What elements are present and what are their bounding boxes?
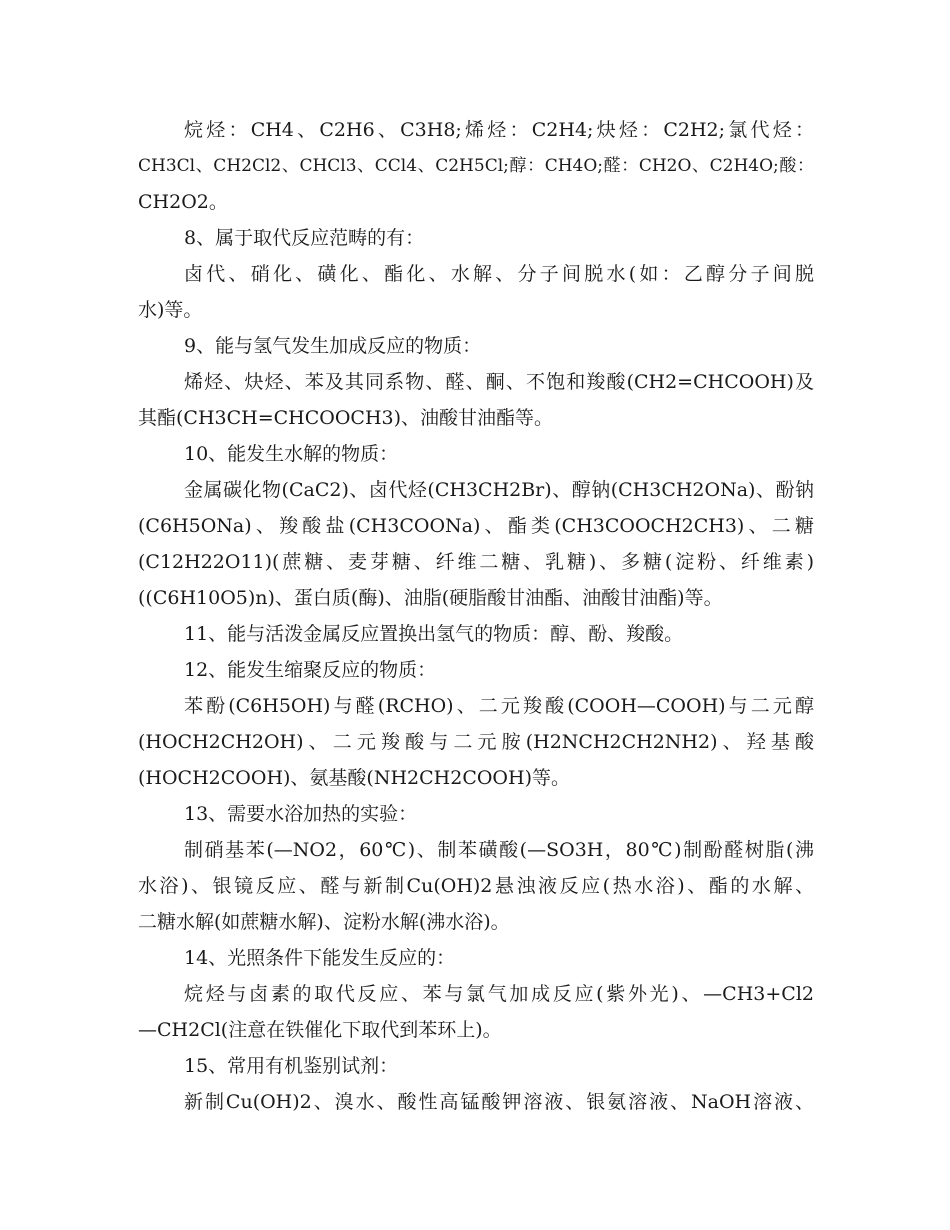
section-heading-8: 8、属于取代反应范畴的有：: [184, 227, 425, 249]
section-heading-11: 11、能与活泼金属反应置换出氢气的物质：醇、酚、羧酸。: [184, 623, 684, 645]
paragraph-line: (C12H22O11)(蔗糖、麦芽糖、纤维二糖、乳糖)、多糖(淀粉、纤维素): [138, 551, 814, 573]
section-heading-12: 12、能发生缩聚反应的物质：: [184, 659, 437, 681]
paragraph-line: (HOCH2COOH)、氨基酸(NH2CH2COOH)等。: [138, 767, 570, 789]
paragraph-line: ((C6H10O5)n)、蛋白质(酶)、油脂(硬脂酸甘油酯、油酸甘油酯)等。: [138, 587, 723, 609]
paragraph-line: 烷烃与卤素的取代反应、苯与氯气加成反应(紫外光)、—CH3+Cl2: [184, 983, 814, 1005]
paragraph-line: 水浴)、银镜反应、醛与新制Cu(OH)2悬浊液反应(热水浴)、酯的水解、: [138, 875, 814, 897]
paragraph-line: 烯烃、炔烃、苯及其同系物、醛、酮、不饱和羧酸(CH2=CHCOOH)及: [184, 371, 814, 393]
paragraph-line: 烷烃：CH4、C2H6、C3H8;烯烃：C2H4;炔烃：C2H2;氯代烃：: [184, 119, 814, 141]
section-heading-9: 9、能与氢气发生加成反应的物质：: [184, 335, 482, 357]
section-heading-13: 13、需要水浴加热的实验：: [184, 803, 418, 825]
paragraph-line: 卤代、硝化、磺化、酯化、水解、分子间脱水(如：乙醇分子间脱: [184, 263, 814, 285]
paragraph-line: 新制Cu(OH)2、溴水、酸性高锰酸钾溶液、银氨溶液、NaOH溶液、: [184, 1091, 814, 1113]
paragraph-line: —CH2Cl(注意在铁催化下取代到苯环上)。: [138, 1019, 502, 1041]
paragraph-line: (HOCH2CH2OH)、二元羧酸与二元胺(H2NCH2CH2NH2)、羟基酸: [138, 731, 814, 753]
paragraph-line: 其酯(CH3CH=CHCOOCH3)、油酸甘油酯等。: [138, 407, 554, 429]
section-heading-10: 10、能发生水解的物质：: [184, 443, 399, 465]
section-heading-15: 15、常用有机鉴别试剂：: [184, 1055, 399, 1077]
paragraph-line: CH2O2。: [138, 191, 228, 213]
paragraph-line: 二糖水解(如蔗糖水解)、淀粉水解(沸水浴)。: [138, 911, 510, 933]
paragraph-line: CH3Cl、CH2Cl2、CHCl3、CCl4、C2H5Cl;醇：CH4O;醛：CH2O、C2H4O;酸：: [138, 156, 814, 176]
section-heading-14: 14、光照条件下能发生反应的：: [184, 947, 456, 969]
paragraph-line: 苯酚(C6H5OH)与醛(RCHO)、二元羧酸(COOH—COOH)与二元醇: [184, 695, 814, 717]
paragraph-line: 水)等。: [138, 299, 203, 321]
paragraph-line: (C6H5ONa)、羧酸盐(CH3COONa)、酯类(CH3COOCH2CH3)、二糖: [138, 515, 814, 537]
paragraph-line: 制硝基苯(—NO2，60℃)、制苯磺酸(—SO3H，80℃)制酚醛树脂(沸: [184, 839, 814, 861]
paragraph-line: 金属碳化物(CaC2)、卤代烃(CH3CH2Br)、醇钠(CH3CH2ONa)、酚钠: [184, 479, 814, 501]
